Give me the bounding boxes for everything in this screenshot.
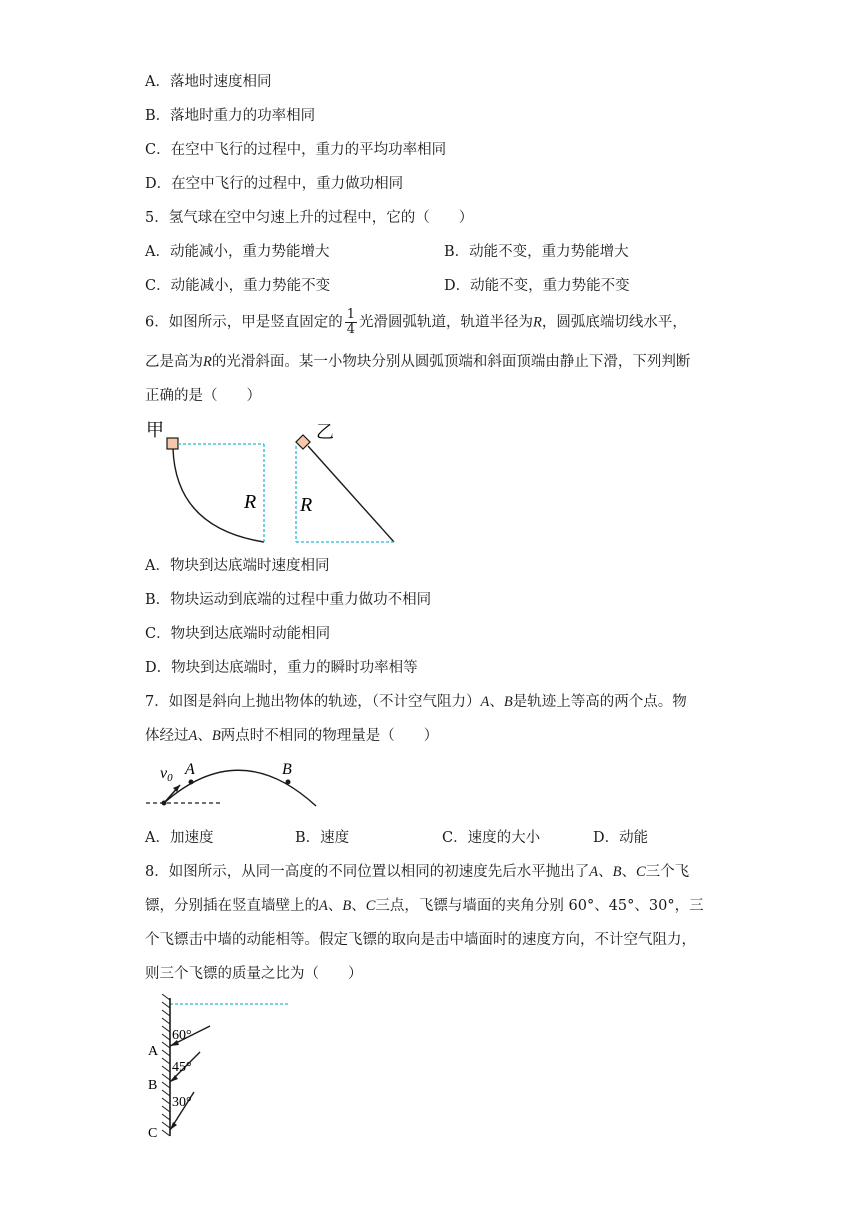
q7-option-b: B．速度	[295, 830, 350, 846]
q6-option-d: D．物块到达底端时，重力的瞬时功率相等	[145, 660, 418, 676]
q5-stem: 5．氢气球在空中匀速上升的过程中，它的（ ）	[145, 210, 474, 226]
q6-stem-line3: 正确的是（ ）	[145, 388, 261, 404]
q5-option-b: B．动能不变，重力势能增大	[444, 244, 629, 260]
q4-option-b: B．落地时重力的功率相同	[145, 108, 316, 124]
launch-point	[162, 801, 167, 806]
q6-option-a: A．物块到达底端时速度相同	[145, 558, 330, 574]
q5-option-a: A．动能减小，重力势能增大	[145, 244, 330, 260]
label-B: B	[282, 761, 292, 778]
q8-stem-line1: 8．如图所示，从同一高度的不同位置以相同的初速度先后水平抛出了A、B、C三个飞	[145, 864, 690, 880]
angle-30: 30°	[172, 1095, 192, 1110]
label-v0: v0	[160, 765, 173, 784]
q5-option-d: D．动能不变，重力势能不变	[444, 278, 630, 294]
angle-45: 45°	[172, 1060, 192, 1075]
q4-option-c: C．在空中飞行的过程中，重力的平均功率相同	[145, 142, 447, 158]
label-jia: 甲	[146, 420, 164, 440]
q5-option-c: C．动能减小，重力势能不变	[145, 278, 331, 294]
point-A	[189, 780, 194, 785]
wall-hatching	[162, 994, 170, 1136]
q6-stem-line1: 6．如图所示，甲是竖直固定的 $\frac{1}{4}$ 光滑圆弧轨道，轨道半径为R，圆弧底端切线水平，	[145, 307, 687, 337]
q7-stem-line2: 体经过A、B两点时不相同的物理量是（ ）	[145, 728, 439, 744]
label-R-jia: R	[244, 491, 257, 513]
fraction-quarter: $\frac{1}{4}$	[346, 307, 356, 337]
q8-stem-line2: 镖，分别插在竖直墙壁上的A、B、C三点，飞镖与墙面的夹角分别 60°、45°、30°，三	[145, 898, 704, 914]
q7-stem-line1: 7．如图是斜向上抛出物体的轨迹，（不计空气阻力）A、B是轨迹上等高的两个点。物	[145, 694, 687, 710]
label-yi: 乙	[316, 422, 334, 442]
angle-60: 60°	[172, 1028, 192, 1043]
q6-option-b: B．物块运动到底端的过程中重力做功不相同	[145, 592, 432, 608]
q8-figure	[140, 994, 300, 1144]
point-label-C: C	[148, 1126, 158, 1141]
q8-stem-line4: 则三个飞镖的质量之比为（ ）	[145, 966, 363, 982]
q7-option-d: D．动能	[593, 830, 649, 846]
q5-options-row2	[145, 276, 745, 296]
point-label-A: A	[148, 1044, 159, 1059]
label-A: A	[185, 761, 195, 778]
q7-option-c: C．速度的大小	[442, 830, 541, 846]
q5-options-row1	[145, 242, 745, 262]
q7-option-a: A．加速度	[145, 830, 214, 846]
label-R-yi: R	[300, 494, 313, 516]
point-label-B: B	[148, 1078, 158, 1093]
block-jia	[167, 438, 178, 449]
q6-option-c: C．物块到达底端时动能相同	[145, 626, 331, 642]
q4-option-d: D．在空中飞行的过程中，重力做功相同	[145, 176, 404, 192]
q6-figure	[140, 416, 410, 548]
q6-stem-line2: 乙是高为R的光滑斜面。某一小物块分别从圆弧顶端和斜面顶端由静止下滑，下列判断	[145, 354, 691, 370]
point-B	[286, 780, 291, 785]
dart-C-tip	[170, 1122, 177, 1130]
q8-stem-line3: 个飞镖击中墙的动能相等。假定飞镖的取向是击中墙面时的速度方向，不计空气阻力，	[145, 932, 696, 948]
incline	[308, 446, 394, 542]
q4-option-a: A．落地时速度相同	[145, 74, 272, 90]
q7-figure	[140, 756, 330, 812]
